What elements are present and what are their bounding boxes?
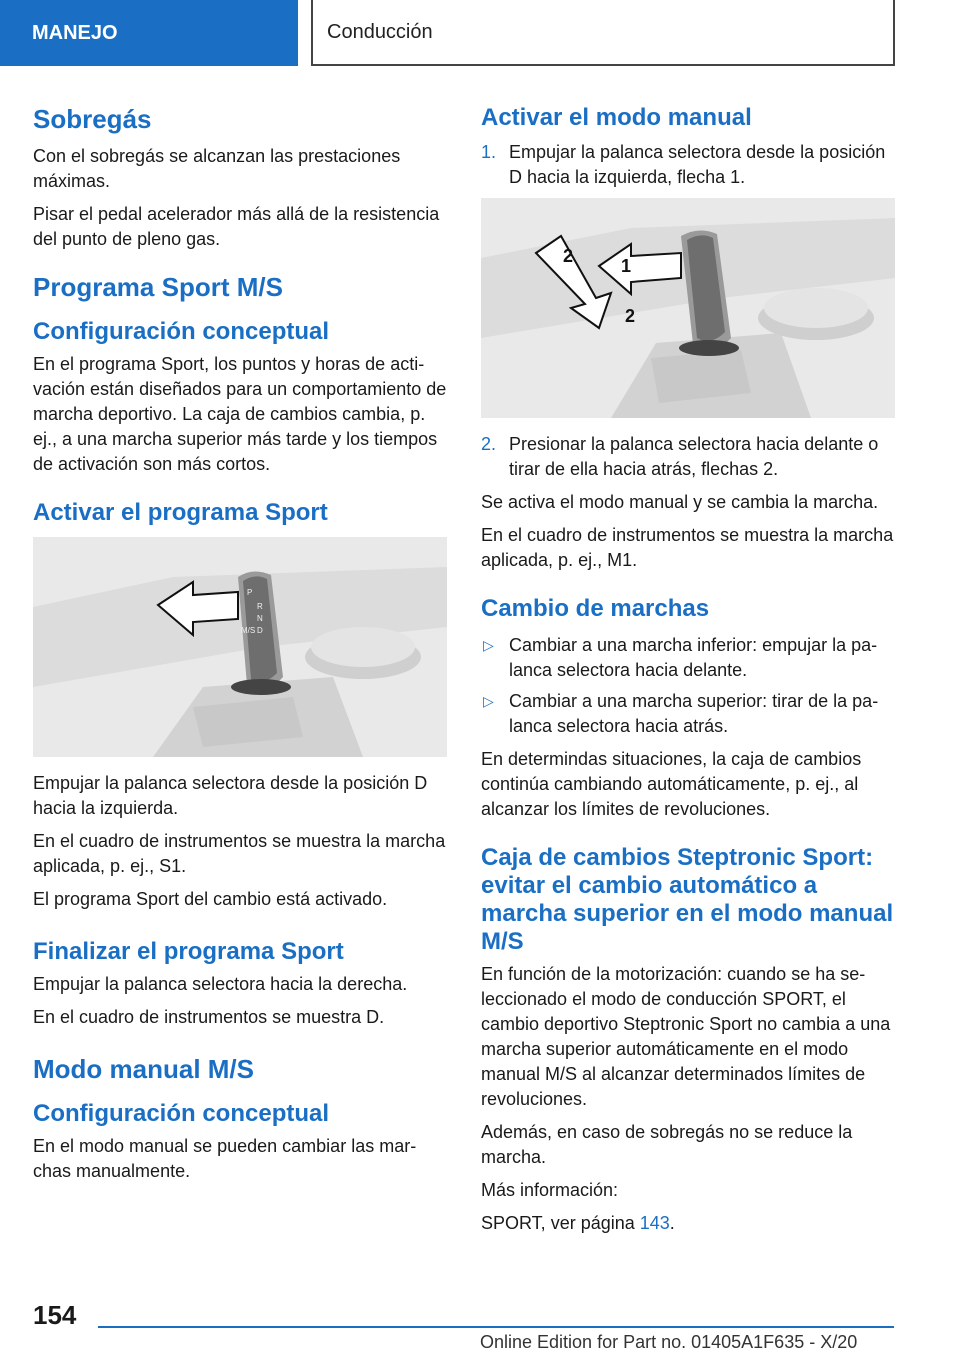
heading-activate-sport: Activar el programa Sport	[33, 499, 328, 526]
auto-shift-text: En determindas situaciones, la caja de cambios continúa cambiando automáticamente, p. ej., al alcanzar los límites de revoluciones.	[481, 749, 862, 819]
footer-edition: Online Edition for Part no. 01405A1F635 - X/20	[480, 1332, 858, 1352]
selector-lever-manual-illustration	[481, 198, 895, 418]
activate-sport-text-3: El programa Sport del cambio está activado.	[33, 889, 388, 909]
manual-active-text: Se activa el modo manual y se cambia la marcha.	[481, 492, 879, 512]
activate-sport-text-1: Empujar la palanca selectora desde la posición D hacia la izquierda.	[33, 773, 428, 818]
section-tab[interactable]	[0, 0, 298, 66]
steptronic-text-2: Además, en caso de sobregás no se reduce la marcha.	[481, 1122, 853, 1167]
step-text: Empujar la palanca selectora desde la posición D hacia la izquierda, flecha 1.	[509, 142, 886, 187]
step-number: 1.	[481, 142, 497, 162]
triangle-bullet-icon: ▷	[483, 637, 494, 653]
heading-activate-manual: Activar el modo manual	[481, 104, 752, 131]
steps-list-2	[481, 432, 895, 482]
sport-reference	[481, 1211, 895, 1236]
manual-display-text: En el cuadro de instrumentos se muestra la marcha aplicada, p. ej., M1.	[481, 525, 894, 570]
sobregas-text-1: Con el sobregás se alcanzan las prestaciones máximas.	[33, 146, 401, 191]
list-item	[481, 633, 895, 683]
heading-manual-mode: Modo manual M/S	[33, 1054, 254, 1084]
more-info-text: Más información:	[481, 1180, 619, 1200]
lever-label-p: P	[247, 588, 253, 597]
page-number: 154	[33, 1300, 77, 1330]
step-number: 2.	[481, 434, 497, 454]
bullet-text: Cambiar a una marcha superior: tirar de la palanca selectora hacia atrás.	[509, 691, 879, 736]
heading-sobregas: Sobregás	[33, 104, 152, 134]
steps-list-1	[481, 140, 895, 190]
steptronic-text-1: En función de la motorización: cuando se ha seleccionado el modo de conducción SPORT, el cambio deportivo Steptronic Sport no cambia a una marcha superior automáticamente en el modo manual M/S al alcanzar determinados límites de revoluciones.	[481, 964, 891, 1109]
arrow-label-2a: 2	[563, 246, 574, 266]
reference-suffix: .	[669, 1213, 675, 1233]
lever-label-n: N	[257, 614, 263, 623]
triangle-bullet-icon: ▷	[483, 693, 494, 709]
heading-concept: Configuración conceptual	[33, 318, 330, 345]
selector-lever-illustration	[33, 537, 447, 757]
heading-finish-sport: Finalizar el programa Sport	[33, 938, 344, 965]
chapter-header	[311, 0, 895, 66]
manual-concept-text: En el modo manual se pueden cambiar las marchas manualmente.	[33, 1136, 417, 1181]
finish-sport-text-2: En el cuadro de instrumentos se muestra D.	[33, 1007, 385, 1027]
step-text: Presionar la palanca selectora hacia delante o tirar de ella hacia atrás, flechas 2.	[509, 434, 879, 479]
lever-label-ms: M/S	[241, 626, 256, 635]
activate-sport-text-2: En el cuadro de instrumentos se muestra la marcha aplicada, p. ej., S1.	[33, 831, 446, 876]
arrow-label-2b: 2	[625, 306, 636, 326]
footer-divider	[98, 1326, 894, 1328]
lever-label-r: R	[257, 602, 263, 611]
page-link[interactable]: 143	[639, 1213, 670, 1233]
heading-sport-program: Programa Sport M/S	[33, 272, 283, 302]
list-item	[481, 140, 895, 190]
sobregas-text-2: Pisar el pedal acelerador más allá de la resistencia del punto de pleno gas.	[33, 204, 440, 249]
concept-text: En el programa Sport, los puntos y horas de activación están diseñados para un comportamiento de marcha deportivo. La caja de cambios cambia, p. ej., a una marcha superior más tarde y los tiempos de activación son más cortos.	[33, 354, 447, 474]
chapter-label: Conducción	[327, 20, 433, 43]
list-item	[481, 432, 895, 482]
section-label: MANEJO	[32, 21, 118, 44]
gear-change-list	[481, 633, 895, 739]
selector-lever-image-sport	[33, 537, 447, 757]
left-column	[33, 100, 447, 1192]
finish-sport-text-1: Empujar la palanca selectora hacia la derecha.	[33, 974, 408, 994]
lever-label-d: D	[257, 626, 263, 635]
selector-lever-image-manual	[481, 198, 895, 418]
heading-steptronic: Caja de cambios Steptronic Sport: evitar el cambio automático a marcha superior en el modo manual M/S	[481, 844, 894, 955]
list-item	[481, 689, 895, 739]
heading-gear-change: Cambio de marchas	[481, 595, 710, 622]
reference-prefix: SPORT, ver página	[481, 1213, 640, 1233]
heading-manual-concept: Configuración conceptual	[33, 1100, 330, 1127]
arrow-label-1: 1	[621, 256, 632, 276]
bullet-text: Cambiar a una marcha inferior: empujar la palanca selectora hacia delante.	[509, 635, 878, 680]
right-column	[481, 100, 895, 1244]
